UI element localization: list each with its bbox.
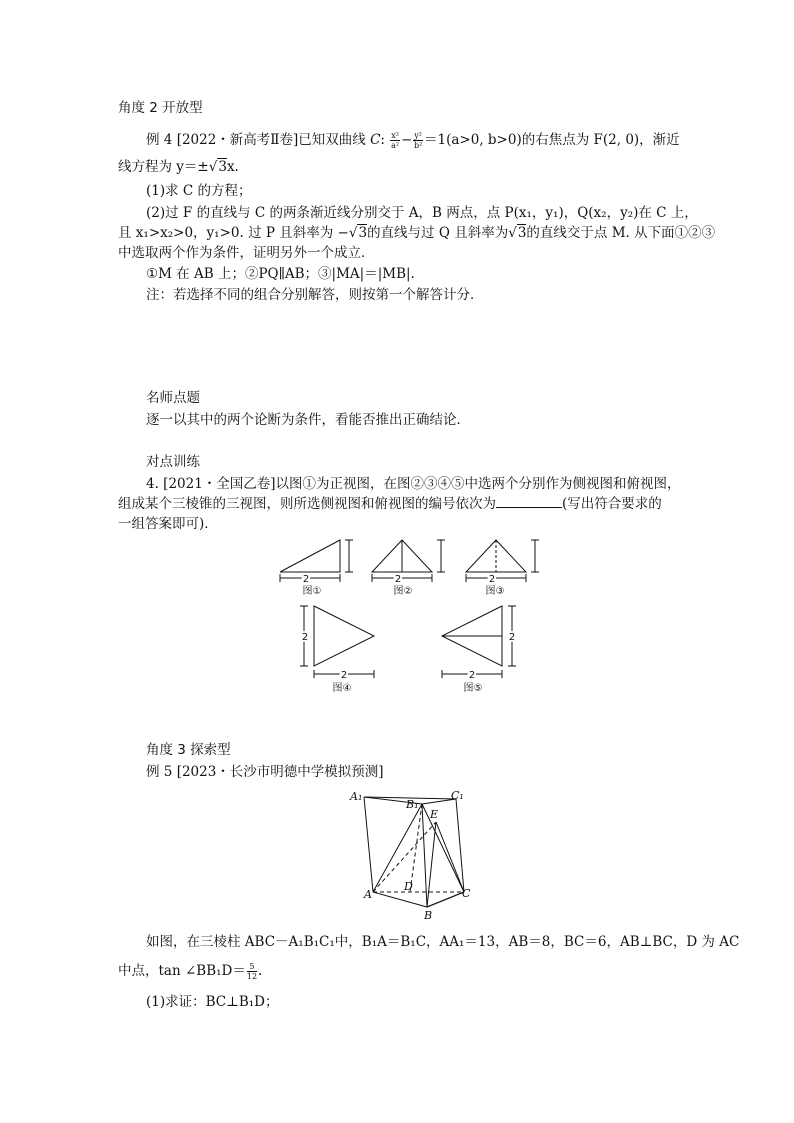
vertex-label: A	[364, 888, 372, 901]
practice-line2	[118, 494, 662, 514]
practice-line3: 一组答案即可)．	[118, 516, 218, 532]
example4-source: [2022・新高考Ⅱ卷]	[176, 132, 299, 148]
figure5-view	[442, 606, 516, 678]
asymptote-prefix: 线方程为 y＝±	[118, 159, 209, 175]
figure3-caption: 图③	[485, 586, 505, 597]
example4-intro: 已知双曲线	[298, 132, 366, 148]
example5-text2a: 中点，tan ∠BB₁D＝	[118, 963, 246, 979]
q2-text-b: 的直线与过 Q 且斜率为	[367, 225, 509, 241]
dim-label: 2	[508, 632, 516, 643]
asymptote-suffix: x.	[226, 159, 239, 175]
dim-label: 2	[394, 574, 402, 585]
sqrt-symbol: √3	[508, 225, 527, 241]
figure1-front-view	[280, 540, 353, 582]
example5-text-line1: 如图，在三棱柱 ABC－A₁B₁C₁中，B₁A＝B₁C，AA₁＝13，AB＝8，BC＝6，AB⊥BC，D 为 AC	[146, 934, 740, 950]
example5-header	[146, 762, 384, 782]
figure1-caption: 图①	[302, 586, 322, 597]
example4-focus: F(2, 0)，渐近	[593, 132, 680, 148]
example4-conditions: ①M 在 AB 上；②PQ∥AB；③|MA|＝|MB|.	[146, 266, 415, 282]
practice-title: 对点训练	[146, 454, 200, 470]
fraction-y2-b2: $\frac{\text{y²}}{\text{b²}}$	[413, 131, 423, 150]
fraction-x2-a2: $\frac{\text{x²}}{\text{a²}}$	[391, 131, 400, 150]
teacher-tip-text: 逐一以其中的两个论断为条件，看能否推出正确结论．	[146, 412, 470, 428]
dim-label: 2	[301, 632, 309, 643]
vertex-label: D	[404, 880, 413, 893]
practice-line2-b: (写出符合要求的	[562, 496, 662, 512]
section-title-angle2: 角度 2 开放型	[118, 100, 203, 116]
figure3-view	[466, 540, 539, 582]
example5-question1: (1)求证：BC⊥B₁D；	[146, 994, 279, 1010]
vertex-label: A₁	[350, 790, 363, 803]
example4-label: 例 4	[146, 132, 173, 148]
vertex-label: C	[462, 887, 471, 900]
prism-figure	[364, 797, 464, 907]
dim-label: 2	[488, 574, 496, 585]
vertex-label: E	[430, 808, 439, 821]
example4-question2-line3: 中选取两个作为条件，证明另外一个成立．	[118, 245, 375, 261]
vertex-label: B₁	[406, 798, 419, 811]
figure4-caption: 图④	[332, 683, 352, 694]
example5-text-line2	[118, 961, 262, 981]
fraction-5-12: $\frac{5}{12}$	[246, 962, 258, 981]
example5-label: 例 5	[146, 764, 173, 780]
figure5-caption: 图⑤	[463, 683, 483, 694]
figure2-caption: 图②	[393, 586, 413, 597]
dim-label: 2	[302, 574, 310, 585]
figure2-view	[372, 540, 445, 582]
sqrt-symbol: √3	[348, 225, 368, 241]
sqrt-symbol: √3	[208, 159, 227, 175]
q2-text-a: 且 x₁>x₂>0，y₁>0. 过 P 且斜率为 −	[118, 225, 349, 241]
vertex-label: C₁	[451, 789, 464, 802]
section-title-angle3: 角度 3 探索型	[146, 742, 231, 758]
example4-statement-line1: 例 4 [2022・新高考Ⅱ卷]已知双曲线 C: $\frac{\text{x²}}{\text{a²}}$ − $\frac{\text{y²}}{\text{b²}}$ ＝1(a>0, b>0)的右焦点为 F(2, 0)，渐近	[146, 131, 680, 150]
example4-question1: (1)求 C 的方程；	[146, 183, 252, 199]
example4-statement-line2	[118, 157, 239, 177]
example5-source: [2023・长沙市明德中学模拟预测]	[176, 764, 384, 780]
dim-label: 2	[340, 670, 348, 681]
practice-line2-a: 组成某个三棱锥的三视图，则所选侧视图和俯视图的编号依次为	[118, 496, 496, 512]
figure4-view	[300, 606, 374, 678]
vertex-label: B	[424, 909, 433, 922]
practice-line1: 4. [2021・全国乙卷]以图①为正视图，在图②③④⑤中选两个分别作为侧视图和俯视图，	[146, 476, 681, 492]
q2-text-c: 的直线交于点 M. 从下面①②③	[526, 225, 716, 241]
dim-label: 2	[468, 670, 476, 681]
example4-note: 注：若选择不同的组合分别解答，则按第一个解答计分．	[146, 287, 484, 303]
example5-text2b: .	[258, 963, 263, 979]
answer-blank	[496, 495, 562, 508]
curve-name: C	[370, 132, 381, 148]
teacher-tip-title: 名师点题	[146, 390, 200, 406]
example4-eq-rhs: ＝1(a>0, b>0)的右焦点为	[424, 132, 590, 148]
example4-question2-line2	[118, 223, 715, 243]
example4-question2-line1: (2)过 F 的直线与 C 的两条渐近线分别交于 A，B 两点，点 P(x₁，y₁)，Q(x₂，y₂)在 C 上，	[146, 205, 698, 221]
